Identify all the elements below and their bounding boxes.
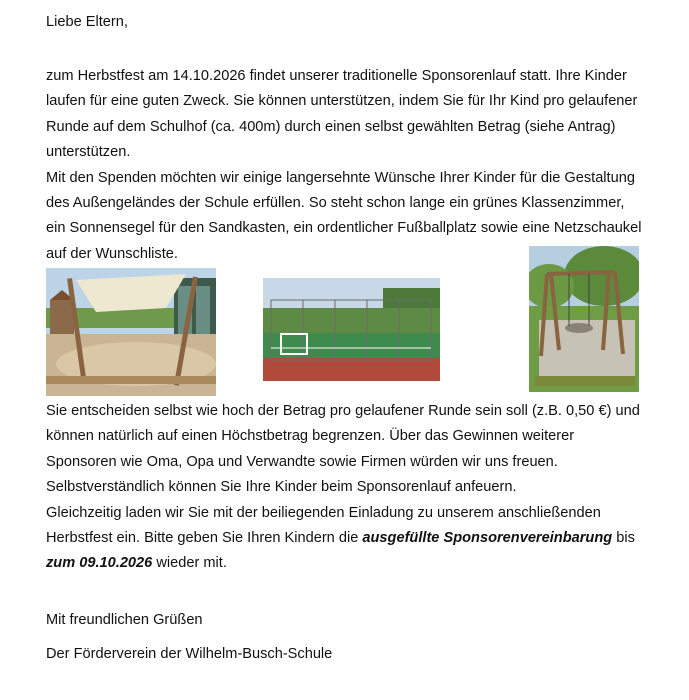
text-line: Sponsoren wie Oma, Opa und Verwandte sowie Firmen würden wir uns freuen. — [46, 453, 558, 470]
text-line: Gleichzeitig laden wir Sie mit der beiliegenden Einladung zu unserem anschließenden — [46, 504, 601, 521]
sandbox-sun-sail-photo — [46, 268, 216, 396]
text-line — [46, 551, 664, 576]
text-segment: bis — [612, 530, 635, 547]
paragraph-intro — [46, 64, 664, 267]
text-line: zum Herbstfest am 14.10.2026 findet unserer traditionelle Sponsorenlauf statt. Ihre Kinder — [46, 68, 627, 84]
sponsor-agreement-emphasis: ausgefüllte Sponsorenvereinbarung — [362, 530, 613, 547]
greeting: Liebe Eltern, — [46, 14, 128, 30]
net-swing-photo — [529, 246, 639, 392]
text-line — [46, 526, 664, 551]
text-line: Selbstverständlich können Sie Ihre Kinder beim Sponsorenlauf anfeuern. — [46, 479, 517, 496]
football-cage-photo — [263, 278, 440, 381]
text-segment: wieder mit. — [152, 555, 227, 572]
text-line: des Außengeländes der Schule erfüllen. So steht schon lange ein grünes Klassenzimmer, — [46, 195, 625, 212]
text-line: ein Sonnensegel für den Sandkasten, ein ordentlicher Fußballplatz sowie eine Netzschaukel — [46, 220, 642, 237]
text-line: Sie entscheiden selbst wie hoch der Betrag pro gelaufener Runde sein soll (z.B. 0,50 €) und — [46, 403, 640, 419]
deadline-emphasis: zum 09.10.2026 — [46, 555, 153, 572]
text-line: Runde auf dem Schulhof (ca. 400m) durch einen selbst gewählten Betrag (siehe Antrag) — [46, 118, 616, 135]
text-segment: Herbstfest ein. Bitte geben Sie Ihren Kindern die — [46, 530, 363, 547]
text-line: unterstützen. — [46, 144, 131, 161]
text-line: auf der Wunschliste. — [46, 245, 178, 262]
signature: Der Förderverein der Wilhelm-Busch-Schule — [46, 646, 333, 662]
closing: Mit freundlichen Grüßen — [46, 612, 203, 628]
text-line: können natürlich auf einen Höchstbetrag begrenzen. Über das Gewinnen weiterer — [46, 428, 575, 445]
text-line: Mit den Spenden möchten wir einige langersehnte Wünsche Ihrer Kinder für die Gestaltung — [46, 169, 635, 186]
paragraph-details — [46, 399, 664, 577]
text-line: laufen für eine guten Zweck. Sie können unterstützen, indem Sie für Ihr Kind pro gelaufener — [46, 93, 638, 110]
